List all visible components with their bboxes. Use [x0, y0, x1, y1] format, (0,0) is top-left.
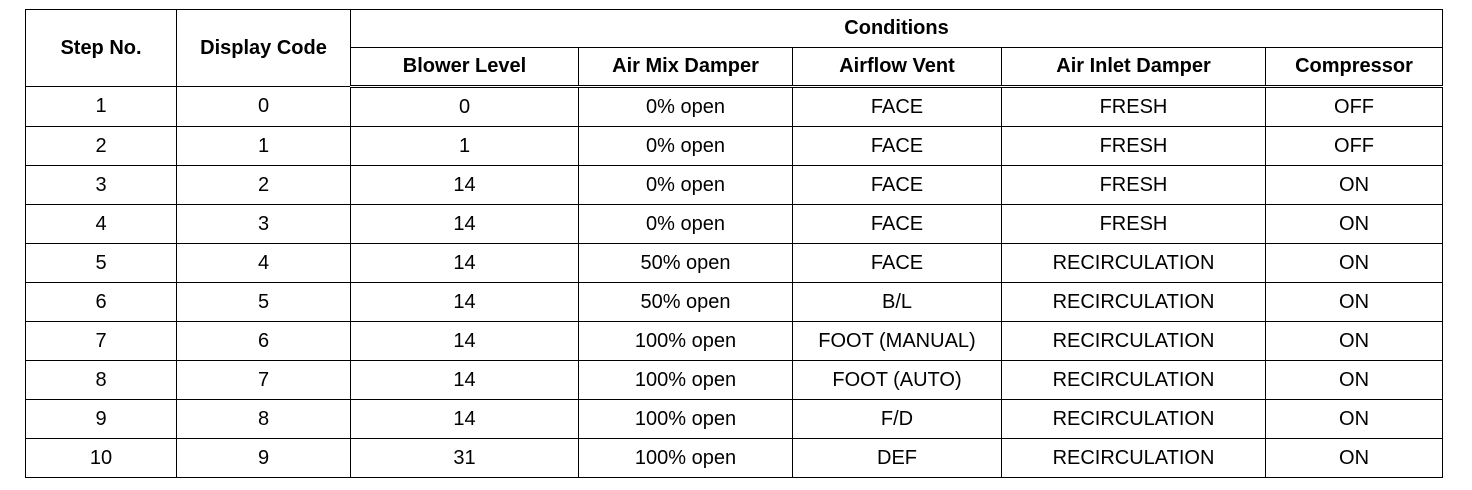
display-code-cell: 8 [177, 400, 351, 439]
air-mix-damper-cell: 100% open [579, 400, 793, 439]
compressor-cell: ON [1266, 400, 1443, 439]
table-row [26, 400, 1443, 439]
air-mix-damper-cell: 100% open [579, 322, 793, 361]
air-inlet-damper-cell: FRESH [1002, 166, 1266, 205]
header-compressor: Compressor [1266, 48, 1443, 87]
compressor-cell: OFF [1266, 87, 1443, 127]
air-mix-damper-cell: 100% open [579, 439, 793, 478]
air-mix-damper-cell: 0% open [579, 205, 793, 244]
header-conditions: Conditions [351, 10, 1443, 48]
blower-level-cell: 31 [351, 439, 579, 478]
table-row [26, 87, 1443, 127]
inspection-steps-table [25, 9, 1443, 478]
compressor-cell: OFF [1266, 127, 1443, 166]
table-row [26, 439, 1443, 478]
table-row [26, 283, 1443, 322]
table-body [26, 87, 1443, 478]
air-inlet-damper-cell: RECIRCULATION [1002, 439, 1266, 478]
airflow-vent-cell: F/D [793, 400, 1002, 439]
table-row [26, 127, 1443, 166]
step-no-cell: 8 [26, 361, 177, 400]
header-airflow-vent: Airflow Vent [793, 48, 1002, 87]
table-row [26, 166, 1443, 205]
step-no-cell: 7 [26, 322, 177, 361]
header-air-inlet-damper: Air Inlet Damper [1002, 48, 1266, 87]
display-code-cell: 1 [177, 127, 351, 166]
display-code-cell: 9 [177, 439, 351, 478]
air-mix-damper-cell: 0% open [579, 87, 793, 127]
step-no-cell: 4 [26, 205, 177, 244]
airflow-vent-cell: DEF [793, 439, 1002, 478]
header-blower-level: Blower Level [351, 48, 579, 87]
step-no-cell: 10 [26, 439, 177, 478]
air-mix-damper-cell: 100% open [579, 361, 793, 400]
display-code-cell: 7 [177, 361, 351, 400]
compressor-cell: ON [1266, 322, 1443, 361]
display-code-cell: 6 [177, 322, 351, 361]
blower-level-cell: 0 [351, 87, 579, 127]
compressor-cell: ON [1266, 205, 1443, 244]
airflow-vent-cell: FACE [793, 166, 1002, 205]
table-row [26, 322, 1443, 361]
air-inlet-damper-cell: FRESH [1002, 205, 1266, 244]
air-mix-damper-cell: 50% open [579, 283, 793, 322]
header-step-no: Step No. [26, 10, 177, 87]
air-inlet-damper-cell: RECIRCULATION [1002, 244, 1266, 283]
header-row-top [26, 10, 1443, 48]
blower-level-cell: 14 [351, 244, 579, 283]
air-inlet-damper-cell: RECIRCULATION [1002, 283, 1266, 322]
air-inlet-damper-cell: FRESH [1002, 87, 1266, 127]
display-code-cell: 3 [177, 205, 351, 244]
airflow-vent-cell: FACE [793, 244, 1002, 283]
air-mix-damper-cell: 0% open [579, 166, 793, 205]
airflow-vent-cell: FOOT (MANUAL) [793, 322, 1002, 361]
display-code-cell: 2 [177, 166, 351, 205]
air-mix-damper-cell: 50% open [579, 244, 793, 283]
table-row [26, 361, 1443, 400]
airflow-vent-cell: FACE [793, 205, 1002, 244]
air-inlet-damper-cell: RECIRCULATION [1002, 322, 1266, 361]
display-code-cell: 4 [177, 244, 351, 283]
blower-level-cell: 14 [351, 322, 579, 361]
step-no-cell: 9 [26, 400, 177, 439]
compressor-cell: ON [1266, 166, 1443, 205]
table-row [26, 205, 1443, 244]
blower-level-cell: 14 [351, 400, 579, 439]
compressor-cell: ON [1266, 283, 1443, 322]
compressor-cell: ON [1266, 244, 1443, 283]
blower-level-cell: 14 [351, 166, 579, 205]
step-no-cell: 5 [26, 244, 177, 283]
display-code-cell: 0 [177, 87, 351, 127]
compressor-cell: ON [1266, 439, 1443, 478]
table-header [26, 10, 1443, 87]
display-code-cell: 5 [177, 283, 351, 322]
blower-level-cell: 14 [351, 283, 579, 322]
table-row [26, 244, 1443, 283]
compressor-cell: ON [1266, 361, 1443, 400]
header-display-code: Display Code [177, 10, 351, 87]
blower-level-cell: 14 [351, 361, 579, 400]
airflow-vent-cell: B/L [793, 283, 1002, 322]
header-air-mix-damper: Air Mix Damper [579, 48, 793, 87]
step-no-cell: 6 [26, 283, 177, 322]
airflow-vent-cell: FACE [793, 87, 1002, 127]
airflow-vent-cell: FOOT (AUTO) [793, 361, 1002, 400]
airflow-vent-cell: FACE [793, 127, 1002, 166]
step-no-cell: 3 [26, 166, 177, 205]
air-inlet-damper-cell: FRESH [1002, 127, 1266, 166]
air-mix-damper-cell: 0% open [579, 127, 793, 166]
blower-level-cell: 1 [351, 127, 579, 166]
air-inlet-damper-cell: RECIRCULATION [1002, 400, 1266, 439]
step-no-cell: 1 [26, 87, 177, 127]
blower-level-cell: 14 [351, 205, 579, 244]
step-no-cell: 2 [26, 127, 177, 166]
air-inlet-damper-cell: RECIRCULATION [1002, 361, 1266, 400]
